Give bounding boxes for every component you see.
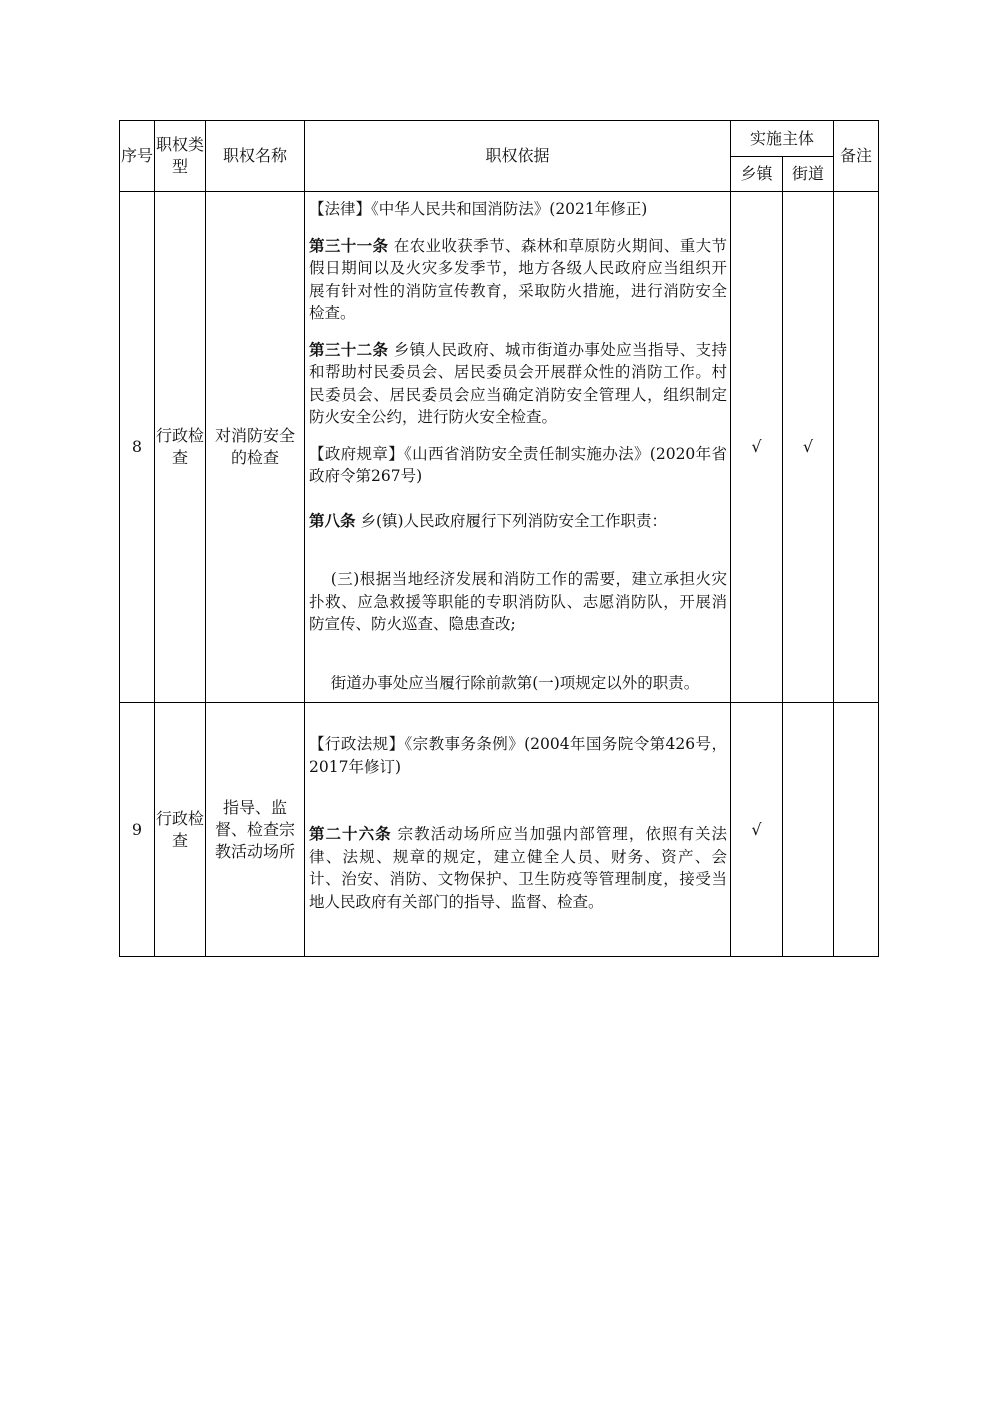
basis-text: 乡镇人民政府、城市街道办事处应当指导、支持和帮助村民委员会、居民委员会开展群众性的消防工作。村民委员会、居民委员会应当确定消防安全管理人，组织制定防火安全公约，进行防火安全检查。: [309, 340, 727, 426]
basis-paragraph: [309, 443, 727, 488]
header-executor: 实施主体: [731, 121, 834, 157]
row-basis: [305, 703, 731, 957]
header-street: 街道: [783, 157, 834, 192]
row-seq: 8: [120, 192, 155, 703]
header-type: 职权类型: [155, 121, 206, 192]
basis-heading: 【行政法规】: [309, 735, 405, 753]
row-type: 行政检查: [155, 192, 206, 703]
basis-text: 在农业收获季节、森林和草原防火期间、重大节假日期间以及火灾多发季节，地方各级人民政府应当组织开展有针对性的消防宣传教育，采取防火措施，进行消防安全检查。: [309, 236, 727, 322]
basis-paragraph: [309, 823, 727, 913]
basis-heading: 【法律】: [309, 200, 372, 218]
basis-text: 《宗教事务条例》(2004年国务院令第426号，2017年修订): [309, 735, 727, 776]
street-check-mark: √: [783, 192, 834, 703]
article-heading: 第八条: [309, 510, 356, 530]
row-type: 行政检查: [155, 703, 206, 957]
header-township: 乡镇: [731, 157, 783, 192]
row-seq: 9: [120, 703, 155, 957]
basis-paragraph: [309, 339, 727, 429]
table-row: [120, 703, 879, 957]
basis-text: 《山西省消防安全责任制实施办法》(2020年省政府令第267号): [309, 444, 727, 485]
article-heading: 第三十二条: [309, 339, 389, 359]
basis-text: 宗教活动场所应当加强内部管理，依照有关法律、法规、规章的规定，建立健全人员、财务、资产、会计、治安、消防、文物保护、卫生防疫等管理制度，接受当地人民政府有关部门的指导、监督、检查。: [309, 825, 727, 911]
street-check-mark: [783, 703, 834, 957]
basis-heading: 【政府规章】: [309, 444, 405, 463]
article-heading: 第三十一条: [309, 235, 389, 255]
authority-table: [119, 120, 879, 957]
table-row: [120, 192, 879, 703]
row-remark: [834, 703, 879, 957]
basis-paragraph: (三)根据当地经济发展和消防工作的需要，建立承担火灾扑救、应急救援等职能的专职消防队、志愿消防队，开展消防宣传、防火巡查、隐患查改;: [309, 570, 727, 633]
header-basis: 职权依据: [305, 121, 731, 192]
article-heading: 第二十六条: [309, 824, 392, 843]
basis-paragraph: 街道办事处应当履行除前款第(一)项规定以外的职责。: [330, 673, 700, 692]
row-name: 对消防安全的检查: [206, 192, 305, 703]
row-remark: [834, 192, 879, 703]
township-check-mark: √: [731, 703, 783, 957]
basis-paragraph: [309, 733, 727, 778]
basis-paragraph: [309, 510, 727, 533]
basis-text: 《中华人民共和国消防法》(2021年修正): [371, 200, 648, 218]
header-remark: 备注: [834, 121, 879, 192]
row-name: 指导、监督、检查宗教活动场所: [206, 703, 305, 957]
header-seq: 序号: [120, 121, 155, 192]
row-basis: [305, 192, 731, 703]
basis-text: 乡(镇)人民政府履行下列消防安全工作职责：: [360, 511, 668, 530]
header-name: 职权名称: [206, 121, 305, 192]
township-check-mark: √: [731, 192, 783, 703]
basis-paragraph: [309, 198, 727, 221]
basis-paragraph: [309, 235, 727, 325]
